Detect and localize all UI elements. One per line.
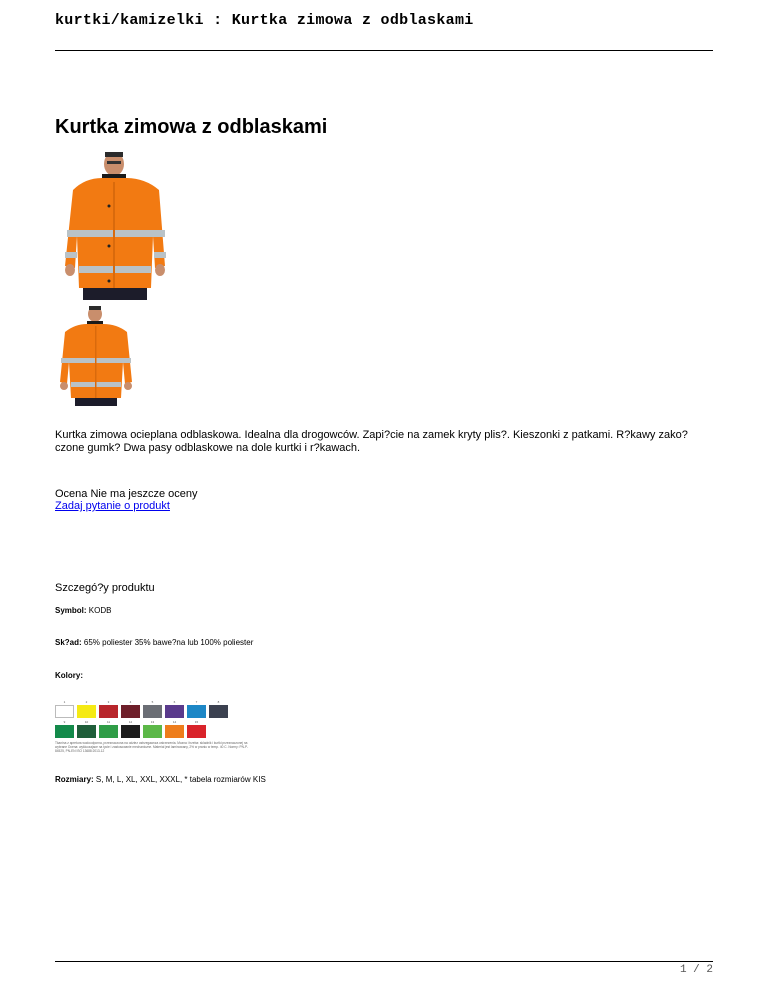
color-swatch (143, 700, 162, 718)
colors-label: Kolory: (55, 671, 83, 680)
swatch-color (165, 705, 184, 718)
rating-label: Ocena (55, 488, 88, 500)
swatch-note: Tkanina z apretura wodoodporna, przeznaczona na odziez ostrzegawcza ostrzezenia. Mozna i trzeba: skladnik i kurtki przeznaczonej na wybrane Ocena: wykluczajace na tycie i zastosowanie mechaniczne. Material jest laminowany, 2% w praniu w temp. 40 C. Normy: PN-P-84525, PN-EN ISO 13688:2013-12 (55, 741, 249, 753)
symbol-label: Symbol: (55, 606, 87, 615)
swatch-number: 10 (84, 720, 89, 724)
page-header: kurtki/kamizelki : Kurtka zimowa z odblaskami (55, 12, 474, 29)
swatch-color (165, 725, 184, 738)
swatch-color (209, 705, 228, 718)
sizes-label: Rozmiary: (55, 775, 94, 784)
header-divider (55, 50, 713, 51)
swatch-color (99, 725, 118, 738)
swatch-number: 4 (129, 700, 132, 704)
color-swatch (77, 720, 96, 738)
details-heading: Szczegó?y produktu (55, 582, 155, 594)
color-swatch (143, 720, 162, 738)
swatch-number: 6 (173, 700, 176, 704)
swatch-number: 11 (106, 720, 111, 724)
swatch-number: 9 (63, 720, 66, 724)
sizes-value: S, M, L, XL, XXL, XXXL, * tabela rozmiarów KIS (95, 775, 266, 784)
swatch-number: 15 (194, 720, 199, 724)
product-photo-small[interactable] (55, 302, 137, 406)
color-swatch (99, 720, 118, 738)
color-swatch (99, 700, 118, 718)
colors-field (55, 671, 83, 680)
rating (55, 488, 197, 500)
color-swatch (187, 720, 206, 738)
swatch-row-2 (55, 720, 255, 738)
swatch-number: 14 (172, 720, 177, 724)
swatch-number: 13 (150, 720, 155, 724)
swatch-number: 12 (128, 720, 133, 724)
color-swatch (165, 700, 184, 718)
symbol-field (55, 606, 111, 615)
swatch-number: 2 (85, 700, 88, 704)
swatch-number: 8 (217, 700, 220, 704)
jacket-photo-small (55, 302, 137, 406)
swatch-row-1 (55, 700, 255, 718)
page-number: 1 / 2 (679, 964, 713, 976)
swatch-number: 7 (195, 700, 198, 704)
color-swatch (77, 700, 96, 718)
swatch-color (121, 705, 140, 718)
color-swatch (209, 700, 228, 718)
footer-divider (55, 961, 713, 962)
color-swatch (55, 700, 74, 718)
color-swatch (187, 700, 206, 718)
jacket-photo-large (55, 146, 176, 300)
symbol-value: KODB (88, 606, 112, 615)
color-swatch (55, 720, 74, 738)
composition-field (55, 638, 253, 647)
swatch-color (187, 705, 206, 718)
product-title: Kurtka zimowa z odblaskami (55, 116, 328, 138)
swatch-color (55, 705, 74, 718)
swatch-color (121, 725, 140, 738)
color-swatch (121, 700, 140, 718)
swatch-color (143, 705, 162, 718)
color-swatch (165, 720, 184, 738)
swatch-color (77, 725, 96, 738)
product-description: Kurtka zimowa ocieplana odblaskowa. Idealna dla drogowców. Zapi?cie na zamek kryty plis?. Kieszonki z patkami. R?kawy zako?czone gumk? Dwa pasy odblaskowe na dole kurtki i r?kawach. (55, 429, 688, 454)
color-swatches (55, 700, 255, 770)
swatch-color (187, 725, 206, 738)
swatch-number: 5 (151, 700, 154, 704)
composition-label: Sk?ad: (55, 638, 82, 647)
product-photo-large[interactable] (55, 146, 176, 300)
swatch-color (77, 705, 96, 718)
swatch-number: 3 (107, 700, 110, 704)
sizes-field (55, 775, 266, 784)
swatch-color (143, 725, 162, 738)
swatch-color (55, 725, 74, 738)
swatch-number: 1 (63, 700, 66, 704)
color-swatch (121, 720, 140, 738)
rating-value: Nie ma jeszcze oceny (90, 488, 198, 500)
composition-value: 65% poliester 35% bawe?na lub 100% poliester (83, 638, 254, 647)
swatch-color (99, 705, 118, 718)
ask-question-link[interactable]: Zadaj pytanie o produkt (55, 500, 170, 512)
